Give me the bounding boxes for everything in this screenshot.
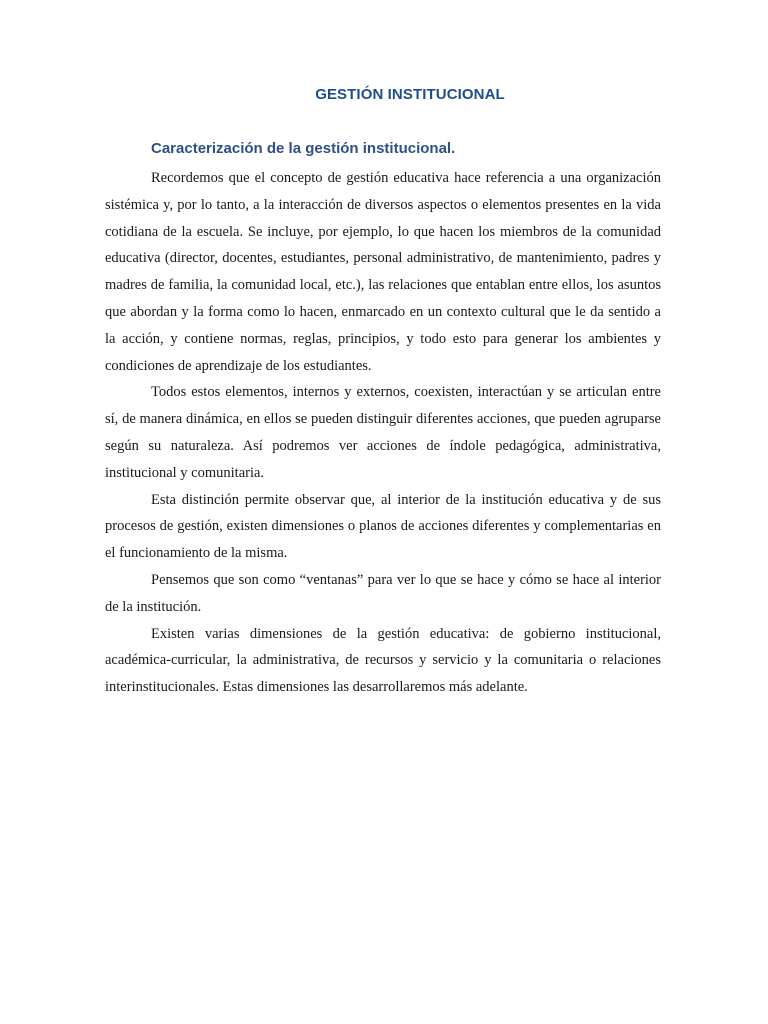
section-heading: Caracterización de la gestión institucional.	[151, 140, 456, 157]
paragraph: Pensemos que son como “ventanas” para ver lo que se hace y cómo se hace al interior de la institución.	[105, 571, 661, 615]
document-body	[105, 165, 661, 701]
paragraph: Existen varias dimensiones de la gestión educativa: de gobierno institucional, académica-curricular, la administrativa, de recursos y servicio y la comunitaria o relaciones interinstitucionales. Estas dimensiones las desarrollaremos más adelante.	[105, 625, 661, 696]
paragraph: Esta distinción permite observar que, al interior de la institución educativa y de sus procesos de gestión, existen dimensiones o planos de acciones diferentes y complementarias en el funcionamiento de la misma.	[105, 491, 661, 562]
paragraph: Todos estos elementos, internos y externos, coexisten, interactúan y se articulan entre sí, de manera dinámica, en ellos se pueden distinguir diferentes acciones, que pueden agruparse según su naturaleza. Así podremos ver acciones de índole pedagógica, administrativa, institucional y comunitaria.	[105, 384, 661, 481]
document-title: GESTIÓN INSTITUCIONAL	[315, 86, 505, 103]
paragraph: Recordemos que el concepto de gestión educativa hace referencia a una organización sistémica y, por lo tanto, a la interacción de diversos aspectos o elementos presentes en la vida cotidiana de la escuela. Se incluye, por ejemplo, lo que hacen los miembros de la comunidad educativa (director, docentes, estudiantes, personal administrativo, de mantenimiento, padres y madres de familia, la comunidad local, etc.), las relaciones que entablan entre ellos, los asuntos que abordan y la forma como lo hacen, enmarcado en un contexto cultural que le da sentido a la acción, y contiene normas, reglas, principios, y todo esto para generar los ambientes y condiciones de aprendizaje de los estudiantes.	[105, 170, 661, 374]
